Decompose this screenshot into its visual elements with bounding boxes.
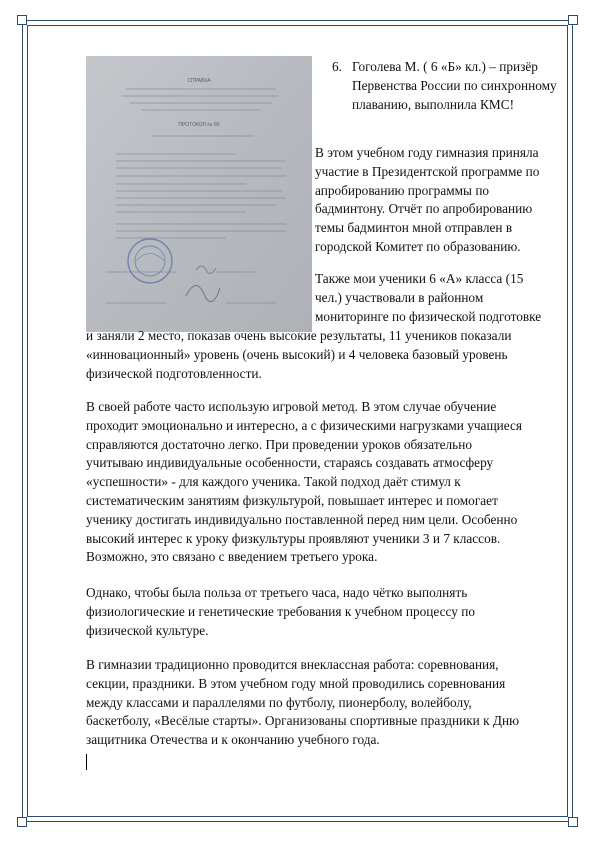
certificate-photo xyxy=(86,56,312,332)
border-corner-top-right xyxy=(568,15,578,25)
border-corner-top-left xyxy=(17,15,27,25)
text-line: «успешности» - для каждого ученика. Такой подход даёт стимул к xyxy=(86,474,461,490)
text-line: проходит эмоционально и интересно, а с физическими нагрузками учащиеся xyxy=(86,417,523,433)
paragraph-game-method xyxy=(86,398,566,567)
photo-protocol: ПРОТОКОЛ № 8б xyxy=(178,122,220,128)
text-line: физической подготовленности. xyxy=(86,365,262,381)
text-line: мониторинге по физической подготовке xyxy=(315,308,542,324)
text-line: высокий интерес к уроку физкультуры проявляют ученики 3 и 7 классов. xyxy=(86,530,501,546)
text-line: защитника Отечества и к окончанию учебного года. xyxy=(86,732,380,748)
text-line: систематическим занятиям физкультурой, повышает интерес и помогает xyxy=(86,492,498,508)
text-line: темы бадминтон мной отправлен в xyxy=(315,220,513,236)
text-line: «инновационный» уровень (очень высокий) и 4 человека базовый уровень xyxy=(86,346,508,362)
text-line: чел.) участвовали в районном xyxy=(315,289,484,305)
border-corner-bottom-left xyxy=(17,817,27,827)
border-corner-bottom-right xyxy=(568,817,578,827)
text-line: между классами и параллелями по футболу, пионерболу, волейболу, xyxy=(86,694,472,710)
text-line: справляются достаточно легко. При проведении уроков обязательно xyxy=(86,436,472,452)
text-line: ученику достигать индивидуально поставленной перед ним цели. Особенно xyxy=(86,511,518,527)
paragraph-extracurricular xyxy=(86,656,566,750)
paragraph-badminton xyxy=(315,144,565,257)
text-line: апробированию программы по xyxy=(315,182,490,198)
paragraph-third-hour xyxy=(86,584,566,640)
text-line: Возможно, это связано с введением третьего урока. xyxy=(86,549,378,565)
list-item-text: Гоголева М. ( 6 «Б» кл.) – призёр Первенства России по синхронному плаванию, выполнила КМС! xyxy=(352,59,557,112)
certificate-photo-image xyxy=(86,56,312,332)
text-line: физиологические и генетические требования к учебном процессу по xyxy=(86,603,476,619)
text-line: городской Комитет по образованию. xyxy=(315,238,521,254)
text-line: учитываю индивидуальные особенности, стараясь создавать атмосферу xyxy=(86,455,494,471)
text-line: и заняли 2 место, показав очень высокие результаты, 11 учеников показали xyxy=(86,328,512,343)
text-line: В гимназии традиционно проводится внеклассная работа: соревнования, xyxy=(86,657,499,672)
text-line: секции, праздники. В этом учебном году мной проводились соревнования xyxy=(86,675,506,691)
text-line: Однако, чтобы была польза от третьего часа, надо чётко выполнять xyxy=(86,585,468,600)
text-line: участие в Президентской программе по xyxy=(315,163,540,179)
text-line: бадминтону. Отчёт по апробированию xyxy=(315,201,533,217)
list-item-number: 6. xyxy=(332,59,342,74)
text-line: физической культуре. xyxy=(86,622,209,638)
text-line: В своей работе часто использую игровой метод. В этом случае обучение xyxy=(86,399,497,414)
text-cursor xyxy=(86,754,87,770)
text-line: баскетболу, «Весёлые старты». Организованы спортивные праздники к Дню xyxy=(86,713,520,729)
text-line: В этом учебном году гимназия приняла xyxy=(315,145,539,160)
text-line: Также мои ученики 6 «А» класса (15 xyxy=(315,271,524,286)
photo-header: СПРАВКА xyxy=(187,78,211,84)
